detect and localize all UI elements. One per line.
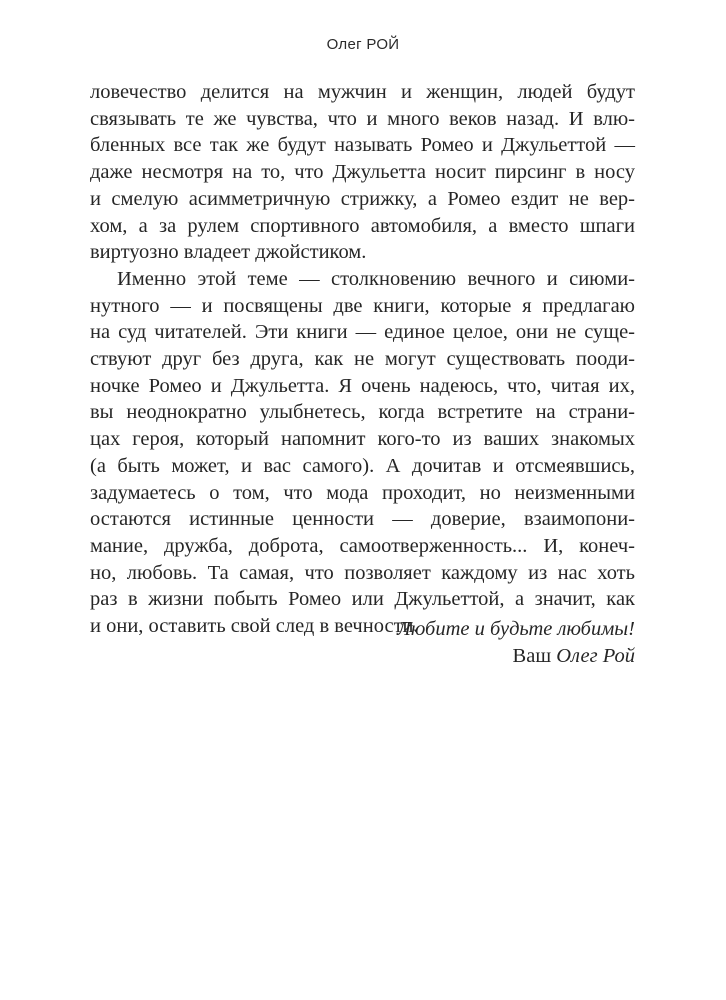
text-line: задумаетесь о том, что мода проходит, но неизменными [90, 481, 635, 504]
text-line: и смелую асимметричную стрижку, а Ромео ездит не вер- [90, 187, 635, 210]
text-line: но, любовь. Та самая, что позволяет каждому из нас хоть [90, 561, 635, 584]
text-line: нутного — и посвящены две книги, которые я предлагаю [90, 294, 635, 317]
text-line: цах героя, который напомнит кого-то из ваших знакомых [90, 428, 635, 451]
text-line: (а быть может, и вас самого). А дочитав и отсмеявшись, [90, 454, 635, 477]
author-name: Олег Рой [556, 644, 635, 667]
text-line: ствуют друг без друга, как не могут существовать пооди- [90, 348, 635, 371]
signature-line [90, 643, 635, 670]
text-line: на суд читателей. Эти книги — единое целое, они не суще- [90, 321, 635, 344]
text-line: вы неоднократно улыбнетесь, когда встретите на страни- [90, 401, 635, 424]
text-line: хом, а за рулем спортивного автомобиля, а вместо шпаги [90, 214, 635, 237]
signoff-block [90, 616, 635, 669]
text-line: остаются истинные ценности — доверие, взаимопони- [90, 508, 635, 531]
signature-prefix: Ваш [512, 644, 557, 667]
text-line: ловечество делится на мужчин и женщин, людей будут [90, 81, 635, 103]
text-line: даже несмотря на то, что Джульетта носит пирсинг в носу [90, 161, 635, 184]
closing-line: Любите и будьте любимы! [396, 618, 635, 640]
text-line: виртуозно владеет джойстиком. [90, 241, 367, 264]
text-line: связывать те же чувства, что и много веков назад. И влю- [90, 107, 635, 130]
text-line: мание, дружба, доброта, самоотверженность... И, конеч- [90, 534, 635, 557]
text-line: ночке Ромео и Джульетта. Я очень надеюсь, что, читая их, [90, 374, 635, 397]
running-header: Олег РОЙ [326, 36, 400, 53]
text-line: и они, оставить свой след в вечности. [90, 615, 419, 638]
text-line: раз в жизни побыть Ромео или Джульеттой, а значит, как [90, 588, 635, 611]
text-line: бленных все так же будут называть Ромео и Джульеттой — [90, 134, 635, 157]
body-text [90, 79, 635, 640]
paragraph-first-line: Именно этой теме — столкновению вечного и сиюми- [117, 267, 635, 290]
